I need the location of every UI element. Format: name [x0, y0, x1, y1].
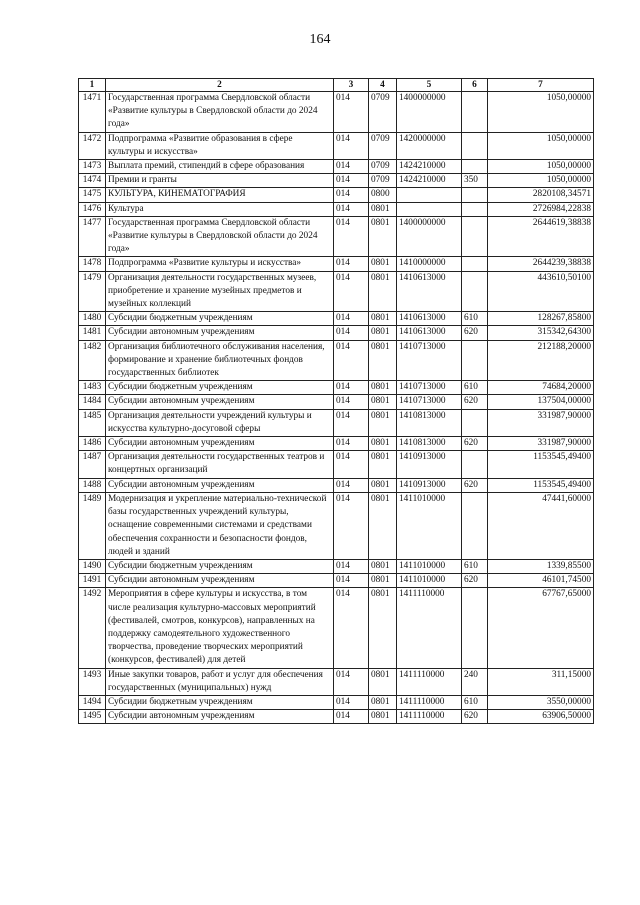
column-header: 1 — [79, 79, 106, 92]
ministry-code-cell: 014 — [334, 216, 369, 257]
section-code-cell: 0800 — [369, 188, 397, 202]
page-number: 164 — [309, 32, 331, 47]
description-cell: Субсидии бюджетным учреждениям — [106, 312, 334, 326]
target-code-cell: 1410000000 — [397, 257, 462, 271]
ministry-code-cell: 014 — [334, 451, 369, 478]
section-code-cell: 0801 — [369, 257, 397, 271]
amount-cell: 67767,65000 — [488, 588, 594, 668]
target-code-cell: 1410713000 — [397, 340, 462, 381]
target-code-cell: 1410913000 — [397, 451, 462, 478]
amount-cell: 47441,60000 — [488, 492, 594, 559]
expense-type-cell — [462, 257, 488, 271]
expense-type-cell — [462, 340, 488, 381]
row-number-cell: 1495 — [79, 710, 106, 724]
amount-cell: 1050,00000 — [488, 92, 594, 133]
ministry-code-cell: 014 — [334, 271, 369, 312]
table-row — [79, 160, 594, 174]
row-number-cell: 1481 — [79, 326, 106, 340]
table-row — [79, 574, 594, 588]
table-row — [79, 174, 594, 188]
target-code-cell: 1411110000 — [397, 695, 462, 709]
target-code-cell — [397, 188, 462, 202]
amount-cell: 1050,00000 — [488, 160, 594, 174]
amount-cell: 1339,85500 — [488, 559, 594, 573]
row-number-cell: 1491 — [79, 574, 106, 588]
section-code-cell: 0709 — [369, 160, 397, 174]
amount-cell: 2644239,38838 — [488, 257, 594, 271]
table-row — [79, 695, 594, 709]
expense-type-cell — [462, 202, 488, 216]
description-cell: Организация деятельности учреждений культуры и искусства культурно-досуговой сферы — [106, 409, 334, 436]
amount-cell: 3550,00000 — [488, 695, 594, 709]
header-row — [79, 79, 594, 92]
table-row — [79, 92, 594, 133]
target-code-cell: 1411010000 — [397, 574, 462, 588]
expense-type-cell — [462, 588, 488, 668]
target-code-cell: 1411010000 — [397, 559, 462, 573]
expense-type-cell: 620 — [462, 574, 488, 588]
amount-cell: 1050,00000 — [488, 132, 594, 159]
description-cell: Выплата премий, стипендий в сфере образования — [106, 160, 334, 174]
amount-cell: 137504,00000 — [488, 395, 594, 409]
row-number-cell: 1474 — [79, 174, 106, 188]
table-row — [79, 340, 594, 381]
amount-cell: 212188,20000 — [488, 340, 594, 381]
row-number-cell: 1478 — [79, 257, 106, 271]
amount-cell: 443610,50100 — [488, 271, 594, 312]
target-code-cell: 1410613000 — [397, 312, 462, 326]
table-row — [79, 257, 594, 271]
row-number-cell: 1486 — [79, 437, 106, 451]
amount-cell: 311,15000 — [488, 668, 594, 695]
description-cell: Субсидии автономным учреждениям — [106, 710, 334, 724]
column-header: 4 — [369, 79, 397, 92]
table-row — [79, 710, 594, 724]
section-code-cell: 0801 — [369, 695, 397, 709]
row-number-cell: 1472 — [79, 132, 106, 159]
ministry-code-cell: 014 — [334, 395, 369, 409]
expense-type-cell — [462, 92, 488, 133]
expense-type-cell — [462, 188, 488, 202]
expense-type-cell — [462, 160, 488, 174]
expense-type-cell — [462, 271, 488, 312]
amount-cell: 63906,50000 — [488, 710, 594, 724]
description-cell: Организация деятельности государственных музеев, приобретение и хранение музейных предметов и музейных коллекций — [106, 271, 334, 312]
description-cell: Иные закупки товаров, работ и услуг для обеспечения государственных (муниципальных) нужд — [106, 668, 334, 695]
ministry-code-cell: 014 — [334, 588, 369, 668]
target-code-cell: 1400000000 — [397, 216, 462, 257]
section-code-cell: 0801 — [369, 437, 397, 451]
amount-cell: 2644619,38838 — [488, 216, 594, 257]
expense-type-cell: 350 — [462, 174, 488, 188]
column-header: 5 — [397, 79, 462, 92]
ministry-code-cell: 014 — [334, 340, 369, 381]
section-code-cell: 0709 — [369, 92, 397, 133]
expense-type-cell — [462, 451, 488, 478]
column-header: 2 — [106, 79, 334, 92]
description-cell: Подпрограмма «Развитие культуры и искусства» — [106, 257, 334, 271]
ministry-code-cell: 014 — [334, 257, 369, 271]
column-header: 7 — [488, 79, 594, 92]
description-cell: Субсидии бюджетным учреждениям — [106, 381, 334, 395]
expense-type-cell: 610 — [462, 559, 488, 573]
section-code-cell: 0801 — [369, 202, 397, 216]
table-row — [79, 202, 594, 216]
row-number-cell: 1480 — [79, 312, 106, 326]
section-code-cell: 0801 — [369, 326, 397, 340]
description-cell: КУЛЬТУРА, КИНЕМАТОГРАФИЯ — [106, 188, 334, 202]
amount-cell: 331987,90000 — [488, 409, 594, 436]
expense-type-cell: 610 — [462, 695, 488, 709]
row-number-cell: 1487 — [79, 451, 106, 478]
ministry-code-cell: 014 — [334, 492, 369, 559]
table-row — [79, 668, 594, 695]
table-row — [79, 326, 594, 340]
target-code-cell: 1411110000 — [397, 668, 462, 695]
ministry-code-cell: 014 — [334, 132, 369, 159]
target-code-cell: 1411110000 — [397, 710, 462, 724]
section-code-cell: 0801 — [369, 451, 397, 478]
table-row — [79, 437, 594, 451]
table-body — [79, 92, 594, 724]
table-row — [79, 478, 594, 492]
section-code-cell: 0709 — [369, 132, 397, 159]
table-row — [79, 451, 594, 478]
description-cell: Субсидии бюджетным учреждениям — [106, 559, 334, 573]
expense-type-cell — [462, 132, 488, 159]
expense-type-cell: 240 — [462, 668, 488, 695]
ministry-code-cell: 014 — [334, 559, 369, 573]
expense-type-cell — [462, 492, 488, 559]
row-number-cell: 1490 — [79, 559, 106, 573]
expense-type-cell: 620 — [462, 478, 488, 492]
amount-cell: 128267,85800 — [488, 312, 594, 326]
section-code-cell: 0801 — [369, 381, 397, 395]
description-cell: Субсидии автономным учреждениям — [106, 395, 334, 409]
row-number-cell: 1489 — [79, 492, 106, 559]
section-code-cell: 0801 — [369, 395, 397, 409]
expense-type-cell: 610 — [462, 312, 488, 326]
target-code-cell: 1420000000 — [397, 132, 462, 159]
section-code-cell: 0801 — [369, 492, 397, 559]
ministry-code-cell: 014 — [334, 695, 369, 709]
description-cell: Модернизация и укрепление материально-технической базы государственных учреждений культуры, оснащение современными системами и средствами обеспечения сохранности и безопасности фондов, людей и зданий — [106, 492, 334, 559]
ministry-code-cell: 014 — [334, 92, 369, 133]
table-row — [79, 395, 594, 409]
expense-type-cell: 620 — [462, 326, 488, 340]
expense-type-cell: 620 — [462, 395, 488, 409]
row-number-cell: 1475 — [79, 188, 106, 202]
expense-type-cell — [462, 409, 488, 436]
row-number-cell: 1492 — [79, 588, 106, 668]
target-code-cell: 1410613000 — [397, 271, 462, 312]
table-row — [79, 271, 594, 312]
description-cell: Культура — [106, 202, 334, 216]
budget-table — [78, 78, 594, 724]
description-cell: Субсидии автономным учреждениям — [106, 326, 334, 340]
target-code-cell: 1410713000 — [397, 381, 462, 395]
row-number-cell: 1482 — [79, 340, 106, 381]
ministry-code-cell: 014 — [334, 668, 369, 695]
column-header: 6 — [462, 79, 488, 92]
amount-cell: 74684,20000 — [488, 381, 594, 395]
ministry-code-cell: 014 — [334, 381, 369, 395]
amount-cell: 1153545,49400 — [488, 478, 594, 492]
amount-cell: 46101,74500 — [488, 574, 594, 588]
description-cell: Организация деятельности государственных театров и концертных организаций — [106, 451, 334, 478]
section-code-cell: 0801 — [369, 478, 397, 492]
expense-type-cell: 620 — [462, 437, 488, 451]
table-row — [79, 559, 594, 573]
ministry-code-cell: 014 — [334, 174, 369, 188]
target-code-cell: 1424210000 — [397, 160, 462, 174]
description-cell: Государственная программа Свердловской области «Развитие культуры в Свердловской области до 2024 года» — [106, 92, 334, 133]
description-cell: Субсидии бюджетным учреждениям — [106, 695, 334, 709]
ministry-code-cell: 014 — [334, 574, 369, 588]
row-number-cell: 1476 — [79, 202, 106, 216]
amount-cell: 315342,64300 — [488, 326, 594, 340]
amount-cell: 331987,90000 — [488, 437, 594, 451]
target-code-cell: 1424210000 — [397, 174, 462, 188]
description-cell: Организация библиотечного обслуживания населения, формирование и хранение библиотечных фондов государственных библиотек — [106, 340, 334, 381]
description-cell: Мероприятия в сфере культуры и искусства, в том числе реализация культурно-массовых мероприятий (фестивалей, смотров, конкурсов), направленных на поддержку самодеятельного художественного творчества, проведение творческих мероприятий (конкурсов, фестивалей) для детей — [106, 588, 334, 668]
section-code-cell: 0801 — [369, 588, 397, 668]
description-cell: Государственная программа Свердловской области «Развитие культуры в Свердловской области до 2024 года» — [106, 216, 334, 257]
section-code-cell: 0801 — [369, 409, 397, 436]
section-code-cell: 0709 — [369, 174, 397, 188]
table-row — [79, 381, 594, 395]
target-code-cell: 1411010000 — [397, 492, 462, 559]
table-row — [79, 132, 594, 159]
ministry-code-cell: 014 — [334, 437, 369, 451]
expense-type-cell — [462, 216, 488, 257]
ministry-code-cell: 014 — [334, 326, 369, 340]
target-code-cell: 1410913000 — [397, 478, 462, 492]
table-row — [79, 588, 594, 668]
amount-cell: 2726984,22838 — [488, 202, 594, 216]
target-code-cell: 1411110000 — [397, 588, 462, 668]
table-row — [79, 492, 594, 559]
ministry-code-cell: 014 — [334, 202, 369, 216]
section-code-cell: 0801 — [369, 312, 397, 326]
row-number-cell: 1494 — [79, 695, 106, 709]
target-code-cell: 1400000000 — [397, 92, 462, 133]
row-number-cell: 1485 — [79, 409, 106, 436]
table-row — [79, 409, 594, 436]
amount-cell: 1050,00000 — [488, 174, 594, 188]
ministry-code-cell: 014 — [334, 188, 369, 202]
ministry-code-cell: 014 — [334, 409, 369, 436]
section-code-cell: 0801 — [369, 271, 397, 312]
row-number-cell: 1479 — [79, 271, 106, 312]
expense-type-cell: 620 — [462, 710, 488, 724]
table-row — [79, 188, 594, 202]
ministry-code-cell: 014 — [334, 710, 369, 724]
description-cell: Субсидии автономным учреждениям — [106, 574, 334, 588]
row-number-cell: 1484 — [79, 395, 106, 409]
table-row — [79, 312, 594, 326]
target-code-cell — [397, 202, 462, 216]
row-number-cell: 1473 — [79, 160, 106, 174]
target-code-cell: 1410613000 — [397, 326, 462, 340]
expense-type-cell: 610 — [462, 381, 488, 395]
row-number-cell: 1483 — [79, 381, 106, 395]
column-header: 3 — [334, 79, 369, 92]
section-code-cell: 0801 — [369, 340, 397, 381]
row-number-cell: 1477 — [79, 216, 106, 257]
ministry-code-cell: 014 — [334, 312, 369, 326]
description-cell: Премии и гранты — [106, 174, 334, 188]
section-code-cell: 0801 — [369, 710, 397, 724]
section-code-cell: 0801 — [369, 559, 397, 573]
description-cell: Подпрограмма «Развитие образования в сфере культуры и искусства» — [106, 132, 334, 159]
section-code-cell: 0801 — [369, 216, 397, 257]
ministry-code-cell: 014 — [334, 478, 369, 492]
section-code-cell: 0801 — [369, 668, 397, 695]
target-code-cell: 1410713000 — [397, 395, 462, 409]
amount-cell: 1153545,49400 — [488, 451, 594, 478]
amount-cell: 2820108,34571 — [488, 188, 594, 202]
description-cell: Субсидии автономным учреждениям — [106, 478, 334, 492]
row-number-cell: 1493 — [79, 668, 106, 695]
target-code-cell: 1410813000 — [397, 409, 462, 436]
target-code-cell: 1410813000 — [397, 437, 462, 451]
ministry-code-cell: 014 — [334, 160, 369, 174]
row-number-cell: 1471 — [79, 92, 106, 133]
section-code-cell: 0801 — [369, 574, 397, 588]
description-cell: Субсидии автономным учреждениям — [106, 437, 334, 451]
table-row — [79, 216, 594, 257]
row-number-cell: 1488 — [79, 478, 106, 492]
